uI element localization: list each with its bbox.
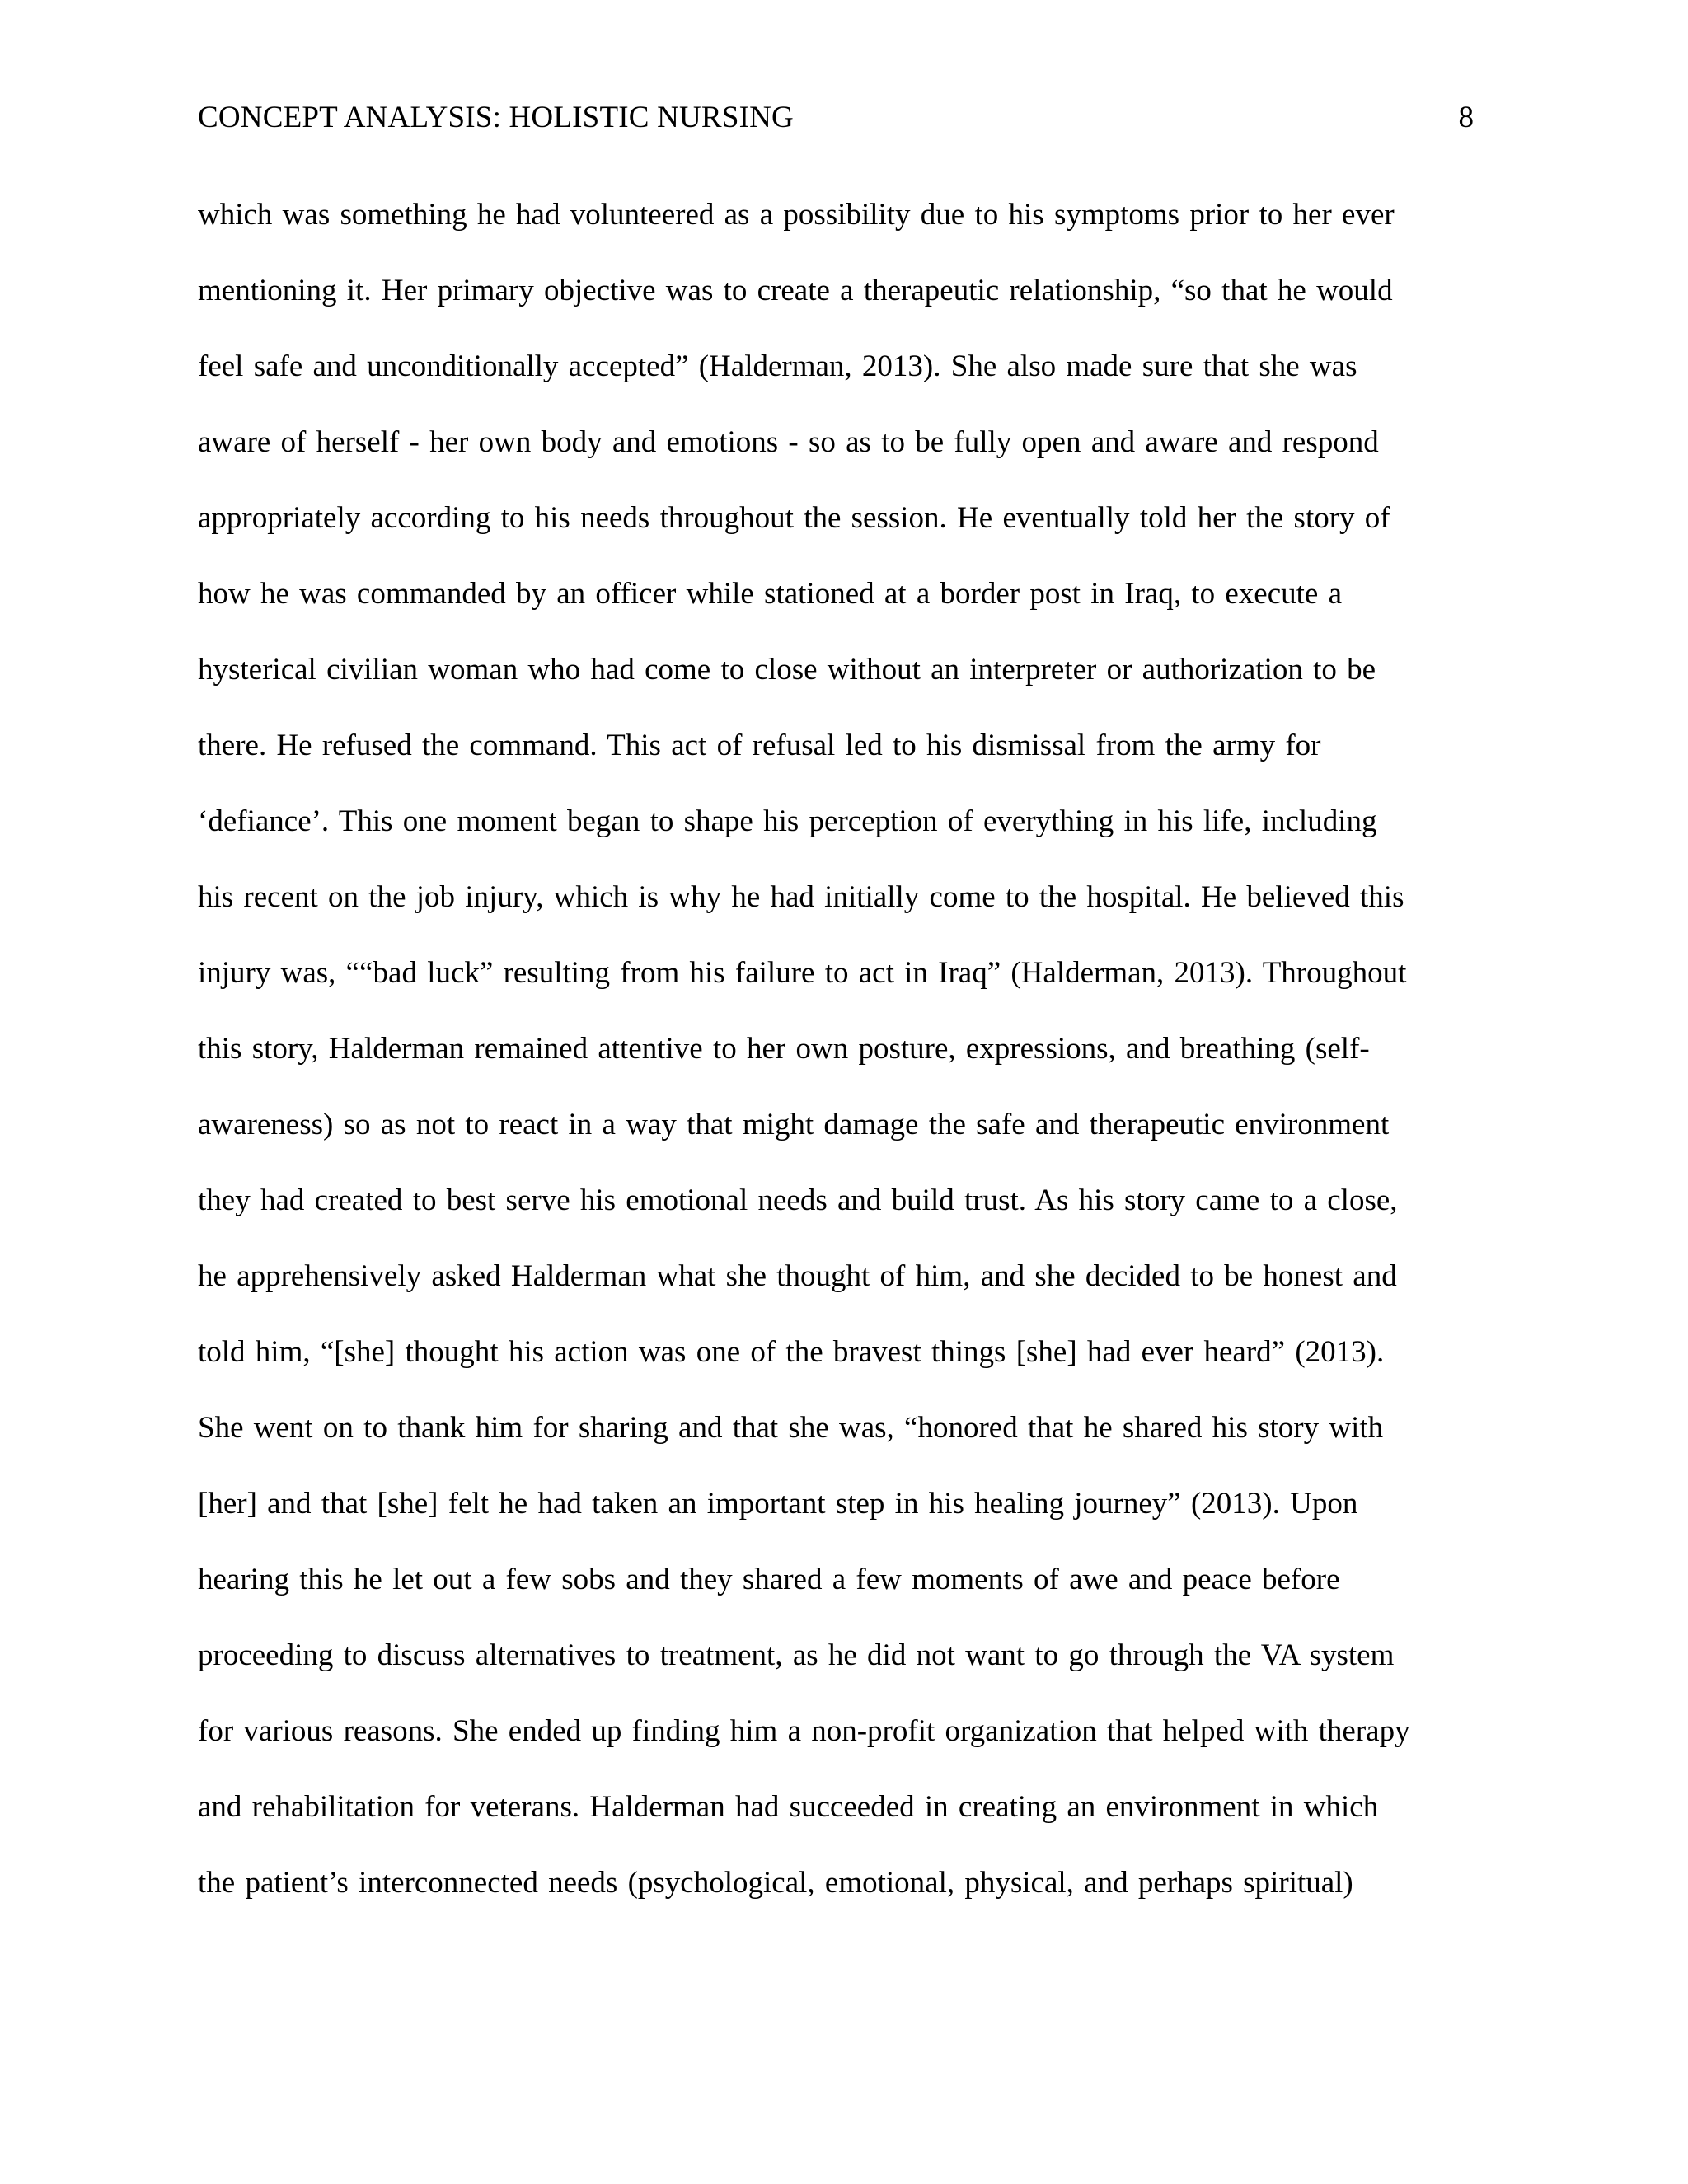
page-number: 8 [1458,101,1474,134]
body-line: this story, Halderman remained attentive to her own posture, expressions, and breathing (self- [198,1032,1370,1066]
body-line: they had created to best serve his emotional needs and build trust. As his story came to a close, [198,1183,1398,1217]
body-line: appropriately according to his needs throughout the session. He eventually told her the story of [198,501,1390,535]
body-line: ‘defiance’. This one moment began to shape his perception of everything in his life, including [198,804,1377,838]
running-head: CONCEPT ANALYSIS: HOLISTIC NURSING [198,101,794,134]
body-line: which was something he had volunteered as a possibility due to his symptoms prior to her ever [198,198,1395,232]
body-line: mentioning it. Her primary objective was to create a therapeutic relationship, “so that he would [198,274,1393,307]
body-line: hearing this he let out a few sobs and they shared a few moments of awe and peace before [198,1563,1340,1596]
body-line: She went on to thank him for sharing and that she was, “honored that he shared his story with [198,1411,1384,1445]
body-text [198,194,1500,1938]
body-line: hysterical civilian woman who had come to close without an interpreter or authorization to be [198,653,1376,687]
body-line: awareness) so as not to react in a way that might damage the safe and therapeutic environment [198,1108,1390,1141]
body-line: the patient’s interconnected needs (psychological, emotional, physical, and perhaps spiritual) [198,1866,1353,1900]
body-line: proceeding to discuss alternatives to treatment, as he did not want to go through the VA system [198,1638,1395,1672]
body-line: his recent on the job injury, which is why he had initially come to the hospital. He believed this [198,880,1404,914]
body-line: injury was, ““bad luck” resulting from his failure to act in Iraq” (Halderman, 2013). Throughout [198,956,1407,990]
body-line: aware of herself - her own body and emotions - so as to be fully open and aware and respond [198,425,1379,459]
body-line: told him, “[she] thought his action was one of the bravest things [she] had ever heard” (2013). [198,1335,1385,1369]
body-line: how he was commanded by an officer while stationed at a border post in Iraq, to execute a [198,577,1343,611]
body-line: and rehabilitation for veterans. Halderman had succeeded in creating an environment in which [198,1790,1379,1824]
body-line: for various reasons. She ended up finding him a non-profit organization that helped with therapy [198,1714,1410,1748]
body-line: there. He refused the command. This act of refusal led to his dismissal from the army for [198,729,1321,762]
body-line: he apprehensively asked Halderman what she thought of him, and she decided to be honest and [198,1259,1397,1293]
body-line: feel safe and unconditionally accepted” (Halderman, 2013). She also made sure that she was [198,349,1357,383]
body-line: [her] and that [she] felt he had taken an important step in his healing journey” (2013). Upon [198,1487,1358,1521]
